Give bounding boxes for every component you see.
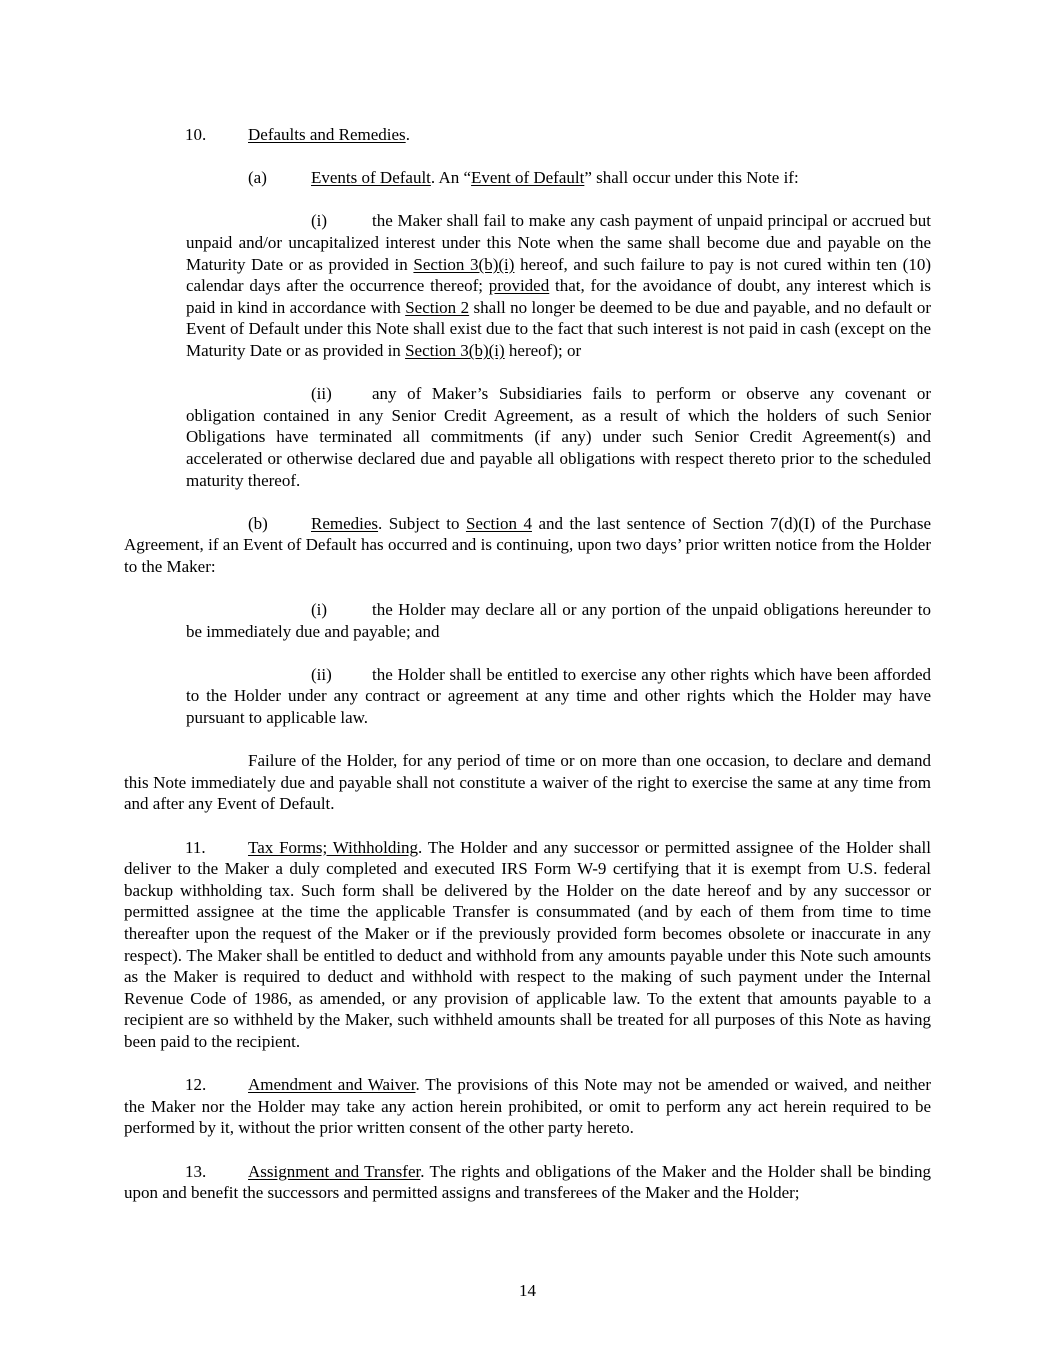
- paragraph-10a-i: [186, 210, 931, 361]
- underlined-text-segment: Section 4: [465, 513, 532, 533]
- paragraph-10b-i: [186, 599, 931, 642]
- section-10-heading: [124, 124, 931, 146]
- underlined-text-segment: Events of Default: [311, 168, 431, 188]
- paragraph-marker: (i): [311, 600, 328, 620]
- text-segment: Failure of the Holder, for any period of time or on more than one occasion, to declare and demand this Note immediately due and payable shall not constitute a waiver of the right to exercise the same at any time from and after any Event of Default.: [124, 751, 931, 814]
- paragraph-failure-waiver: [124, 750, 931, 815]
- section-12-paragraph: [124, 1074, 931, 1139]
- underlined-text-segment: Assignment and Transfer: [248, 1161, 421, 1181]
- text-segment: . Subject to: [378, 513, 466, 533]
- text-segment: and the last sentence of Section 7(d)(I) of the Purchase Agreement, if an Event of Default has occurred and is continuing, upon two days’ prior written notice from the Holder to the Maker:: [124, 513, 931, 576]
- text-segment: . The Holder and any successor or permitted assignee of the Holder shall deliver to the Maker a duly completed and executed IRS Form W-9 certifying that it is exempt from U.S. federal backup withholding tax. Such form shall be delivered by the Holder on the date hereof and by any successor or permitted assignee at the time the applicable Transfer is consummated (and by each of them from time to time thereafter upon the request of the Maker or if the previously provided form becomes obsolete or inaccurate in any respect). The Maker shall be entitled to deduct and withhold from any amounts payable under this Note such amounts as the Maker is required to deduct and withhold with respect to the making of such payment under the Internal Revenue Code of 1986, as amended, or any provision of applicable law. To the extent that amounts payable to a recipient are so withheld by the Maker, such withheld amounts shall be treated for all purposes of this Note as having been paid to the recipient.: [124, 837, 931, 1051]
- text-segment: the Holder may declare all or any portion of the unpaid obligations hereunder to be immediately due and payable; and: [186, 600, 931, 641]
- text-segment: the Holder shall be entitled to exercise any other rights which have been afforded to the Holder under any contract or agreement at any time and other rights which the Holder may have pursuant to applicable law.: [186, 664, 931, 728]
- paragraph-marker: 13.: [185, 1161, 207, 1181]
- paragraph-10b: [124, 513, 931, 578]
- text-segment: any of Maker’s Subsidiaries fails to perform or observe any covenant or obligation contained in any Senior Credit Agreement, as a result of which the holders of such Senior Obligations have terminated all commitments (if any) under such Senior Credit Agreement(s) and accelerated or otherwise declared due and payable all obligations with respect thereto prior to the scheduled maturity thereof.: [186, 384, 931, 490]
- paragraph-marker: 12.: [185, 1075, 207, 1095]
- underlined-text-segment: Section 3(b)(i): [413, 254, 515, 274]
- paragraph-marker: (ii): [311, 384, 332, 404]
- underlined-text-segment: Amendment and Waiver: [248, 1075, 416, 1095]
- text-segment: that, for the avoidance of doubt, any interest which is paid in kind in accordance with: [186, 276, 931, 317]
- paragraph-10b-ii: [186, 664, 931, 729]
- paragraph-marker: (i): [311, 211, 328, 231]
- underlined-text-segment: Tax Forms; Withholding: [248, 837, 419, 857]
- document-body: [124, 124, 931, 1225]
- text-segment: . An “: [430, 168, 472, 188]
- paragraph-marker: (a): [248, 168, 267, 188]
- paragraph-marker: (ii): [311, 664, 332, 684]
- paragraph-marker: 11.: [185, 837, 206, 857]
- paragraph-marker: 10.: [185, 125, 207, 144]
- underlined-text-segment: Section 3(b)(i): [405, 340, 505, 360]
- section-11-paragraph: [124, 837, 931, 1053]
- underlined-text-segment: Event of Default: [471, 168, 585, 188]
- underlined-text-segment: Remedies: [311, 513, 379, 533]
- text-segment: hereof, and such failure to pay is not cured within ten (10) calendar days after the occurrence thereof;: [186, 254, 932, 296]
- text-segment: shall no longer be deemed to be due and payable, and no default or Event of Default under this Note shall exist due to the fact that such interest is not paid in cash (except on the Maturity Date or as provided in: [186, 297, 931, 360]
- section-13-paragraph: [124, 1161, 931, 1204]
- text-segment: hereof); or: [504, 340, 582, 360]
- underlined-text-segment: Section 2: [405, 297, 470, 317]
- page-number: 14: [519, 1281, 536, 1300]
- text-segment: the Maker shall fail to make any cash payment of unpaid principal or accrued but unpaid and/or uncapitalized interest under this Note when the same shall become due and payable on the Maturity Date or as provided in: [186, 211, 931, 274]
- paragraph-10a-ii: [186, 383, 931, 491]
- paragraph-marker: (b): [248, 513, 268, 533]
- paragraph-10a: [124, 167, 931, 189]
- text-segment: . The rights and obligations of the Maker and the Holder shall be binding upon and benefit the successors and permitted assigns and transferees of the Maker and the Holder;: [124, 1161, 931, 1203]
- underlined-text-segment: provided: [488, 276, 550, 296]
- text-segment: ” shall occur under this Note if:: [584, 168, 799, 188]
- underlined-text-segment: Defaults and Remedies: [248, 125, 406, 144]
- text-segment: .: [405, 125, 410, 144]
- text-segment: . The provisions of this Note may not be amended or waived, and neither the Maker nor the Holder may take any action herein prohibited, or omit to perform any act herein required to be performed by it, without the prior written consent of the other party hereto.: [124, 1075, 931, 1138]
